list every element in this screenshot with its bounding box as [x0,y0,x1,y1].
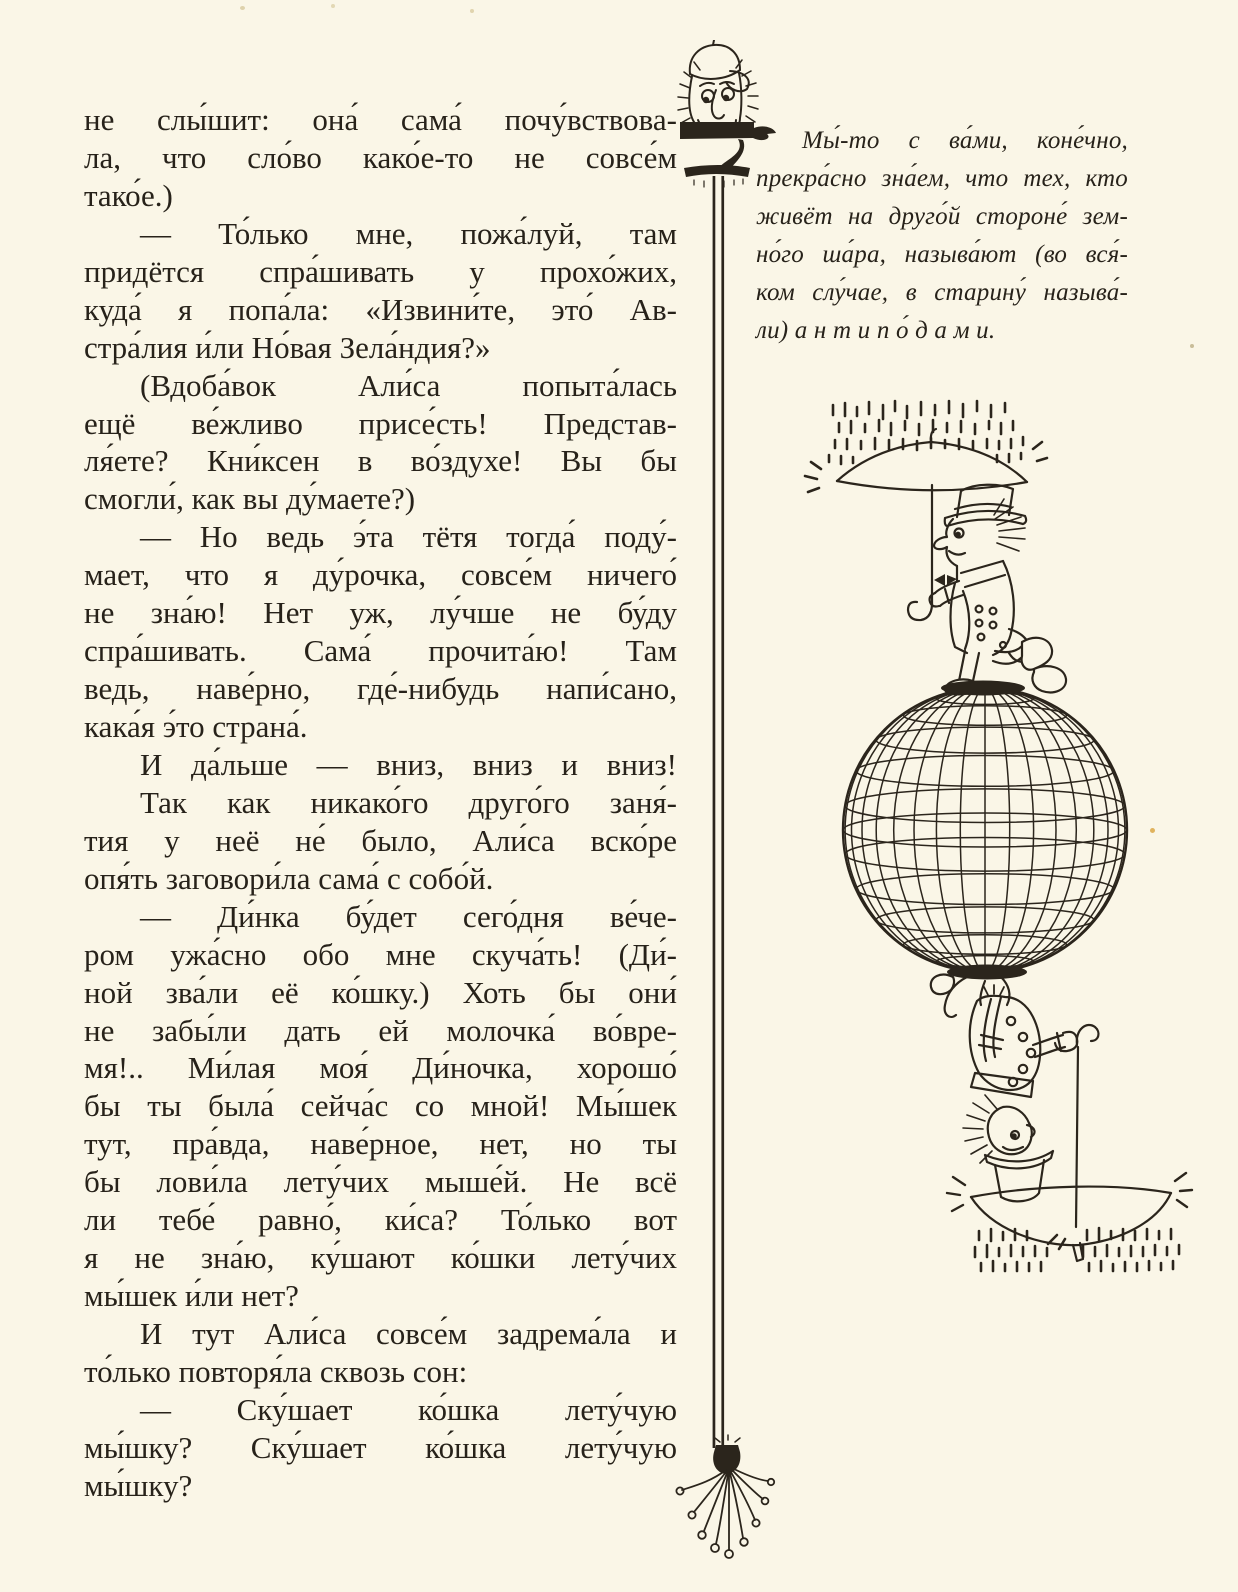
text-line: ром ужа́сно обо мне скуча́ть! (Ди́- [84,936,677,972]
text-line: мы́шку? Ску́шает ко́шка лету́чую [84,1429,677,1465]
text-line: спра́шивать. Сама́ прочита́ю! Там [84,633,677,669]
text-line: куда́ я попа́ла: «Извини́те, это́ Ав- [84,291,677,327]
margin-note-line: живёт на друго́й стороне́ зем- [756,203,1128,230]
paper-speck [240,6,245,10]
antipodes-illustration [795,385,1195,1285]
text-line: — Ди́нка бу́дет сего́дня ве́че- [140,898,677,934]
rain-below [975,1228,1179,1271]
double-rule [713,176,725,1448]
bracket-ledge [680,122,776,177]
text-line: — Ску́шает ко́шка лету́чую [140,1391,677,1427]
paper-speck [1190,344,1194,348]
margin-note-line: но́го ша́ра, называ́ют (во вся́- [756,241,1128,268]
text-line: Так как никако́го друго́го заня́- [140,784,677,820]
text-line: И тут Али́са совсе́м задрема́ла и [140,1316,677,1351]
text-line: придётся спра́шивать у прохо́жих, [84,253,677,289]
margin-note-line: Мы́-то с ва́ми, коне́чно, [802,127,1128,154]
inverted-umbrella [947,1025,1192,1261]
text-line: не зна́ю! Нет уж, лу́чше не бу́ду [84,595,677,631]
plumb-line-divider [650,40,780,1560]
margin-note-line: ком слу́чае, в старину́ называ́- [756,279,1128,306]
text-line: стра́лия и́ли Но́вая Зела́ндия?» [84,329,491,365]
text-line: кака́я э́то страна́. [84,709,308,744]
text-line: опя́ть заговори́ла сама́ с собо́й. [84,860,494,896]
text-line: мы́шек и́ли нет? [84,1278,299,1314]
text-line: то́лько повторя́ла сквозь сон: [84,1353,468,1389]
man-on-globe [930,485,1066,695]
tassel [676,1435,774,1558]
text-line: И да́льше — вниз, вниз и вниз! [140,746,677,782]
text-line: ла, что сло́во како́е-то не совсе́м [84,139,677,175]
text-line: ля́ете? Кни́ксен в во́здухе! Вы бы [84,443,677,479]
text-line: мы́шку? [84,1467,193,1503]
text-line: мя!.. Ми́лая моя́ Ди́ночка, хорошо́ [84,1050,677,1086]
text-line: бы лови́ла лету́чих мыше́й. Не всё [84,1164,677,1200]
wireframe-globe [843,681,1127,980]
text-line: тут, пра́вда, наве́рное, нет, но ты [84,1126,677,1162]
margin-note-line: прекра́сно зна́ем, что тех, кто [756,165,1128,192]
paper-speck [331,4,335,8]
margin-note-line: ли) а н т и п о́ д а м и. [756,317,996,344]
text-line: бы ты была́ сейча́с со мной! Мы́шек [84,1088,677,1124]
body-text-column [84,101,677,1505]
text-line: не слы́шит: она́ сама́ почу́вствова- [84,102,677,137]
margin-note [756,122,1128,350]
peering-man-face-ornament [678,40,758,136]
text-line: смогли́, как вы ду́маете?) [84,481,416,517]
text-line: тако́е.) [84,177,173,213]
paper-speck [1150,828,1155,833]
text-line: я не зна́ю, ку́шают ко́шки лету́чих [84,1240,677,1276]
text-line: тия у неё не́ было, Али́са вско́ре [84,822,677,858]
text-line: ли тебе́ равно́, ки́са? То́лько вот [84,1202,677,1238]
text-line: мает, что я ду́рочка, совсе́м ничего́ [84,557,677,593]
text-line: ведь, наве́рно, где́-нибудь напи́сано, [84,671,677,707]
paper-speck [470,9,474,13]
text-line: ещё ве́жливо присе́сть! Представ- [84,405,677,441]
text-line: — Но ведь э́та тётя тогда́ поду́- [140,519,677,555]
text-line: (Вдоба́вок Али́са попыта́лась [140,367,677,403]
text-line: не забы́ли дать ей молочка́ во́вре- [84,1012,677,1048]
text-line: — То́лько мне, пожа́луй, там [140,215,677,251]
text-line: ной зва́ли её ко́шку.) Хоть бы они́ [84,974,677,1010]
inverted-man [931,975,1078,1202]
